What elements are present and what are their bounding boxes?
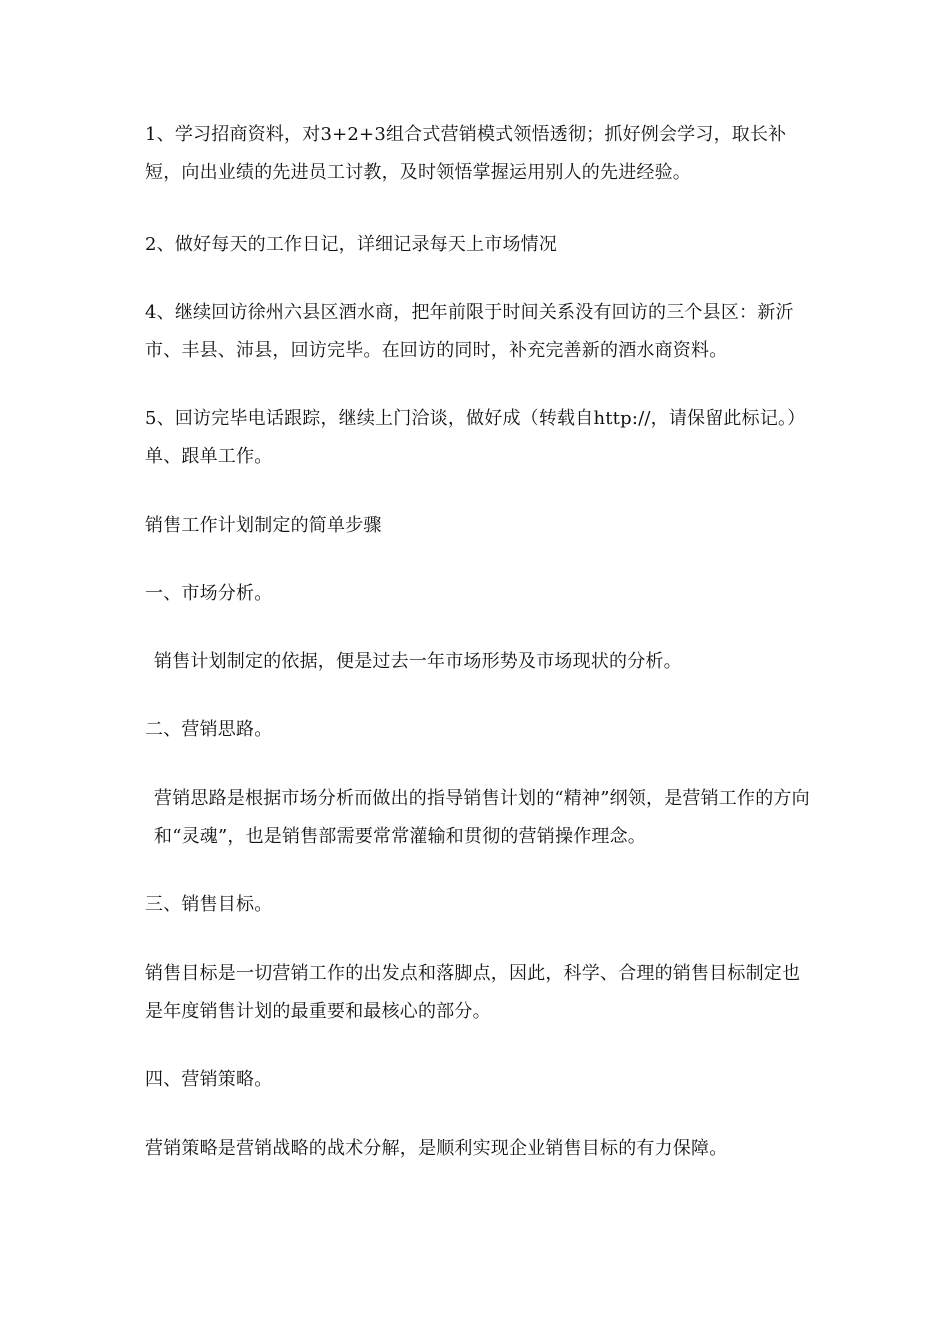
paragraph-item-2: 2、做好每天的工作日记，详细记录每天上市场情况 (145, 234, 558, 255)
paragraph-sales-targets: 销售目标是一切营销工作的出发点和落脚点，因此，科学、合理的销售目标制定也是年度销售计划的最重要和最核心的部分。 (145, 963, 801, 1022)
paragraph-marketing-strategy: 营销策略是营销战略的战术分解，是顺利实现企业销售目标的有力保障。 (145, 1138, 728, 1159)
paragraph-item-5: 5、回访完毕电话跟踪，继续上门洽谈，做好成（转载自http://，请保留此标记。）单、跟单工作。 (145, 408, 806, 467)
heading-market-analysis: 一、市场分析。 (145, 583, 273, 604)
section-title: 销售工作计划制定的简单步骤 (145, 515, 382, 536)
paragraph-market-analysis: 销售计划制定的依据，便是过去一年市场形势及市场现状的分析。 (154, 651, 682, 672)
heading-marketing-strategy: 四、营销策略。 (145, 1069, 273, 1090)
paragraph-item-1: 1、学习招商资料，对3+2+3组合式营销模式领悟透彻；抓好例会学习，取长补短，向出业绩的先进员工讨教，及时领悟掌握运用别人的先进经验。 (145, 124, 787, 183)
heading-marketing-ideas: 二、营销思路。 (145, 719, 273, 740)
heading-sales-targets: 三、销售目标。 (145, 894, 273, 915)
paragraph-marketing-ideas: 营销思路是根据市场分析而做出的指导销售计划的“精神”纲领，是营销工作的方向和“灵魂”，也是销售部需要常常灌输和贯彻的营销操作理念。 (154, 788, 810, 847)
paragraph-item-4: 4、继续回访徐州六县区酒水商，把年前限于时间关系没有回访的三个县区：新沂市、丰县、沛县，回访完毕。在回访的同时，补充完善新的酒水商资料。 (145, 302, 794, 361)
